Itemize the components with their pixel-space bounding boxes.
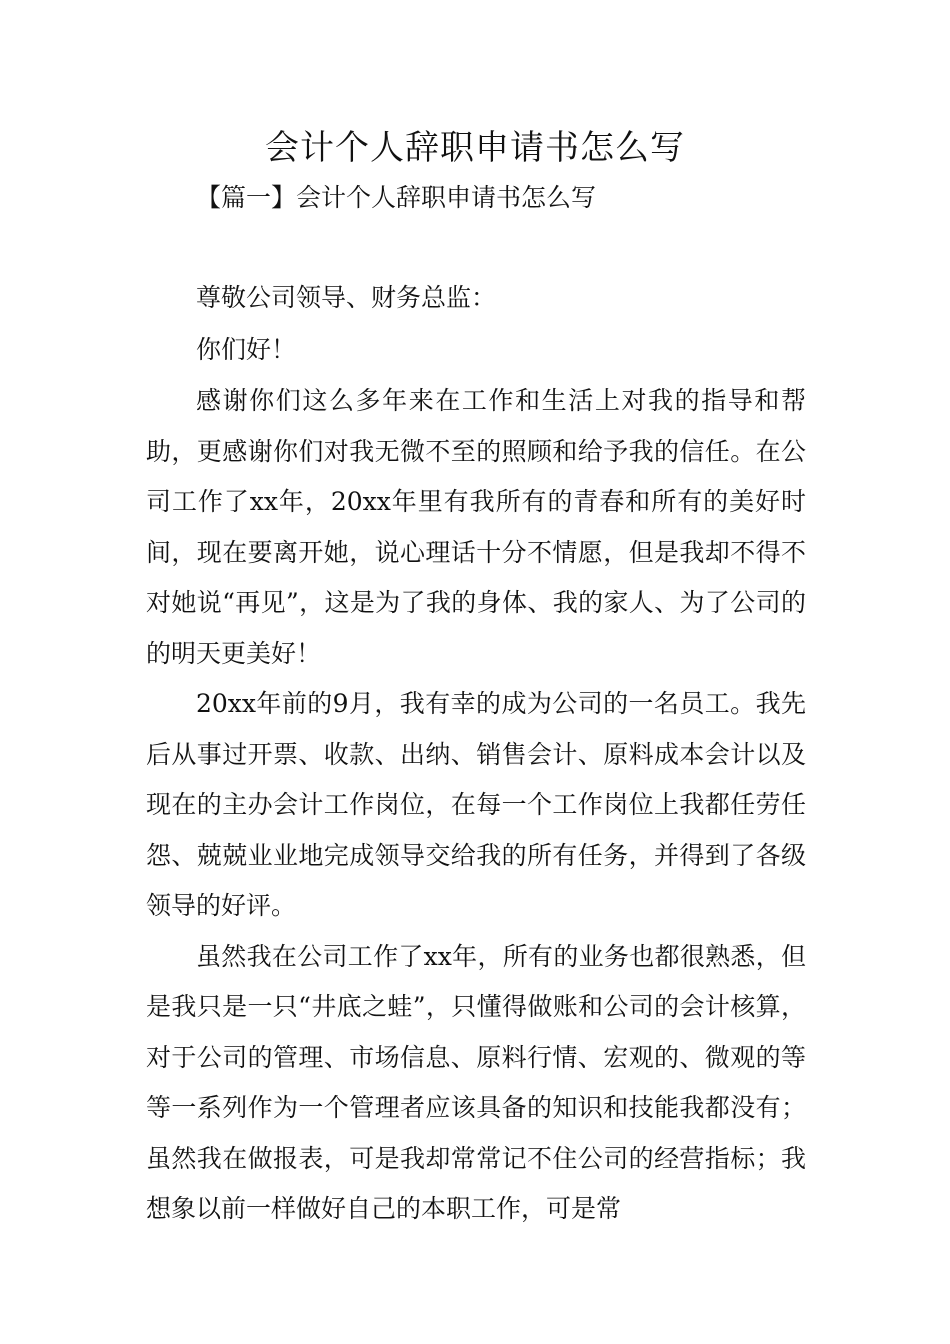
greeting: 你们好！ — [196, 335, 297, 364]
document-subtitle: 【篇一】会计个人辞职申请书怎么写 — [196, 183, 597, 212]
paragraph: 虽然我在公司工作了xx年，所有的业务也都很熟悉，但是我只是一只“井底之蛙”，只懂得做账和公司的会计核算，对于公司的管理、市场信息、原料行情、宏观的、微观的等等一系列作为一个管理者应该具备的知识和技能我都没有；虽然我在做报表，可是我却常常记不住公司的经营指标；我想象以前一样做好自己的本职工作，可是常 — [146, 941, 806, 1223]
paragraph: 感谢你们这么多年来在工作和生活上对我的指导和帮助，更感谢你们对我无微不至的照顾和给予我的信任。在公司工作了xx年，20xx年里有我所有的青春和所有的美好时间，现在要离开她，说心理话十分不情愿，但是我却不得不对她说“再见”，这是为了我的身体、我的家人、为了公司的的明天更美好！ — [146, 386, 806, 668]
salutation: 尊敬公司领导、财务总监： — [196, 283, 497, 312]
document-title: 会计个人辞职申请书怎么写 — [265, 128, 685, 168]
paragraph: 20xx年前的9月，我有幸的成为公司的一名员工。我先后从事过开票、收款、出纳、销售会计、原料成本会计以及现在的主办会计工作岗位，在每一个工作岗位上我都任劳任怨、兢兢业业地完成领导交给我的所有任务，并得到了各级领导的好评。 — [146, 689, 806, 920]
letter-body — [146, 376, 806, 1235]
